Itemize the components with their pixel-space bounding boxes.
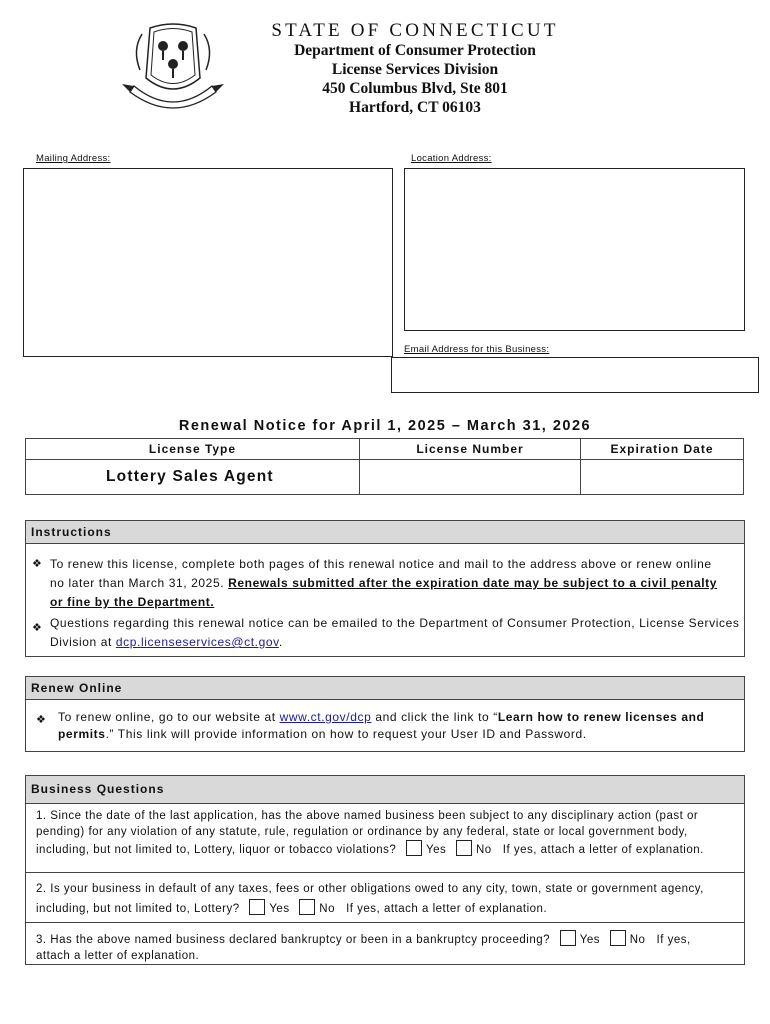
license-type-value: Lottery Sales Agent [26,460,360,495]
instruction-item-2 [50,614,740,652]
question-2-text: 2. Is your business in default of any taxes, fees or other obligations owed to any city, town, state or government agency, including, but not limited to, Lottery? [36,883,704,915]
department-name: Department of Consumer Protection [294,42,536,59]
q3-yes-checkbox[interactable] [560,930,576,946]
col-license-number: License Number [360,439,581,460]
instruction-1-text: To renew this license, complete both pages of this renewal notice and mail to the address above or renew online no later than March 31, 2025. [50,557,712,590]
instruction-item-1 [50,555,730,612]
q3-no-label: No [629,934,646,946]
mailing-address-label: Mailing Address: [36,153,111,164]
business-questions-section [25,775,745,965]
q1-yes-label: Yes [426,844,447,856]
renew-online-section [25,676,745,752]
question-3-tail: If yes, attach a letter of explanation. [36,934,691,962]
table-row [26,460,744,495]
q2-yes-label: Yes [269,903,290,915]
instruction-1-warning: Renewals submitted after the expiration date may be subject to a civil penalty or fine by the Department. [50,576,718,609]
question-2-tail: If yes, attach a letter of explanation. [346,903,548,915]
business-questions-heading: Business Questions [26,776,744,804]
question-3-text: 3. Has the above named business declared bankruptcy or been in a bankruptcy proceeding? [36,934,551,946]
question-1 [36,808,726,858]
street-address: 450 Columbus Blvd, Ste 801 [322,80,508,97]
renew-online-heading: Renew Online [26,677,744,700]
instructions-section [25,520,745,657]
expiration-date-value [581,460,744,495]
q1-no-label: No [475,844,492,856]
renew-online-post: .” This link will provide information on how to request your User ID and Password. [105,727,587,741]
question-3 [36,930,726,964]
q3-yes-label: Yes [579,934,600,946]
q1-no-checkbox[interactable] [456,840,472,856]
question-1-text: 1. Since the date of the last application, has the above named business been subject to any disciplinary action (past or pending) for any violation of any statute, rule, regulation or ordinance by any federal, state or local government body, including, but not limited to, Lottery, liquor or tobacco violations? [36,810,699,856]
instruction-2-text: Questions regarding this renewal notice can be emailed to the Department of Consumer Protection, License Services Division at [50,616,740,649]
dcp-website-link[interactable]: www.ct.gov/dcp [279,710,372,724]
license-table [25,438,744,495]
question-1-tail: If yes, attach a letter of explanation. [502,844,704,856]
diamond-bullet-icon: ❖ [32,622,42,634]
city-address: Hartford, CT 06103 [349,99,481,116]
location-address-label: Location Address: [411,153,492,164]
q2-no-label: No [319,903,335,915]
state-title: STATE OF CONNECTICUT [271,20,559,41]
q2-yes-checkbox[interactable] [249,899,265,915]
learn-how-to-renew-label: Learn how to renew licenses and permits [58,710,705,741]
renew-online-pre: To renew online, go to our website at [58,710,276,724]
q2-no-checkbox[interactable] [299,899,315,915]
mailing-address-field[interactable] [23,168,393,357]
renew-online-mid: and click the link to “ [375,710,498,724]
license-number-value [360,460,581,495]
renew-online-text [58,709,738,743]
diamond-bullet-icon: ❖ [36,714,46,726]
division-name: License Services Division [331,61,499,78]
email-address-field[interactable] [391,357,759,393]
license-services-email-link[interactable]: dcp.licenseservices@ct.gov [115,635,279,649]
email-address-label: Email Address for this Business: [404,344,550,355]
instructions-heading: Instructions [26,521,744,544]
location-address-field[interactable] [404,168,745,331]
col-license-type: License Type [26,439,360,460]
q3-no-checkbox[interactable] [610,930,626,946]
col-expiration-date: Expiration Date [581,439,744,460]
diamond-bullet-icon: ❖ [32,558,42,570]
q1-yes-checkbox[interactable] [406,840,422,856]
license-table-header [26,439,744,460]
renewal-notice-title: Renewal Notice for April 1, 2025 – March 31, 2026 [178,418,592,434]
instruction-2-end: . [278,635,283,649]
question-2 [36,880,726,919]
